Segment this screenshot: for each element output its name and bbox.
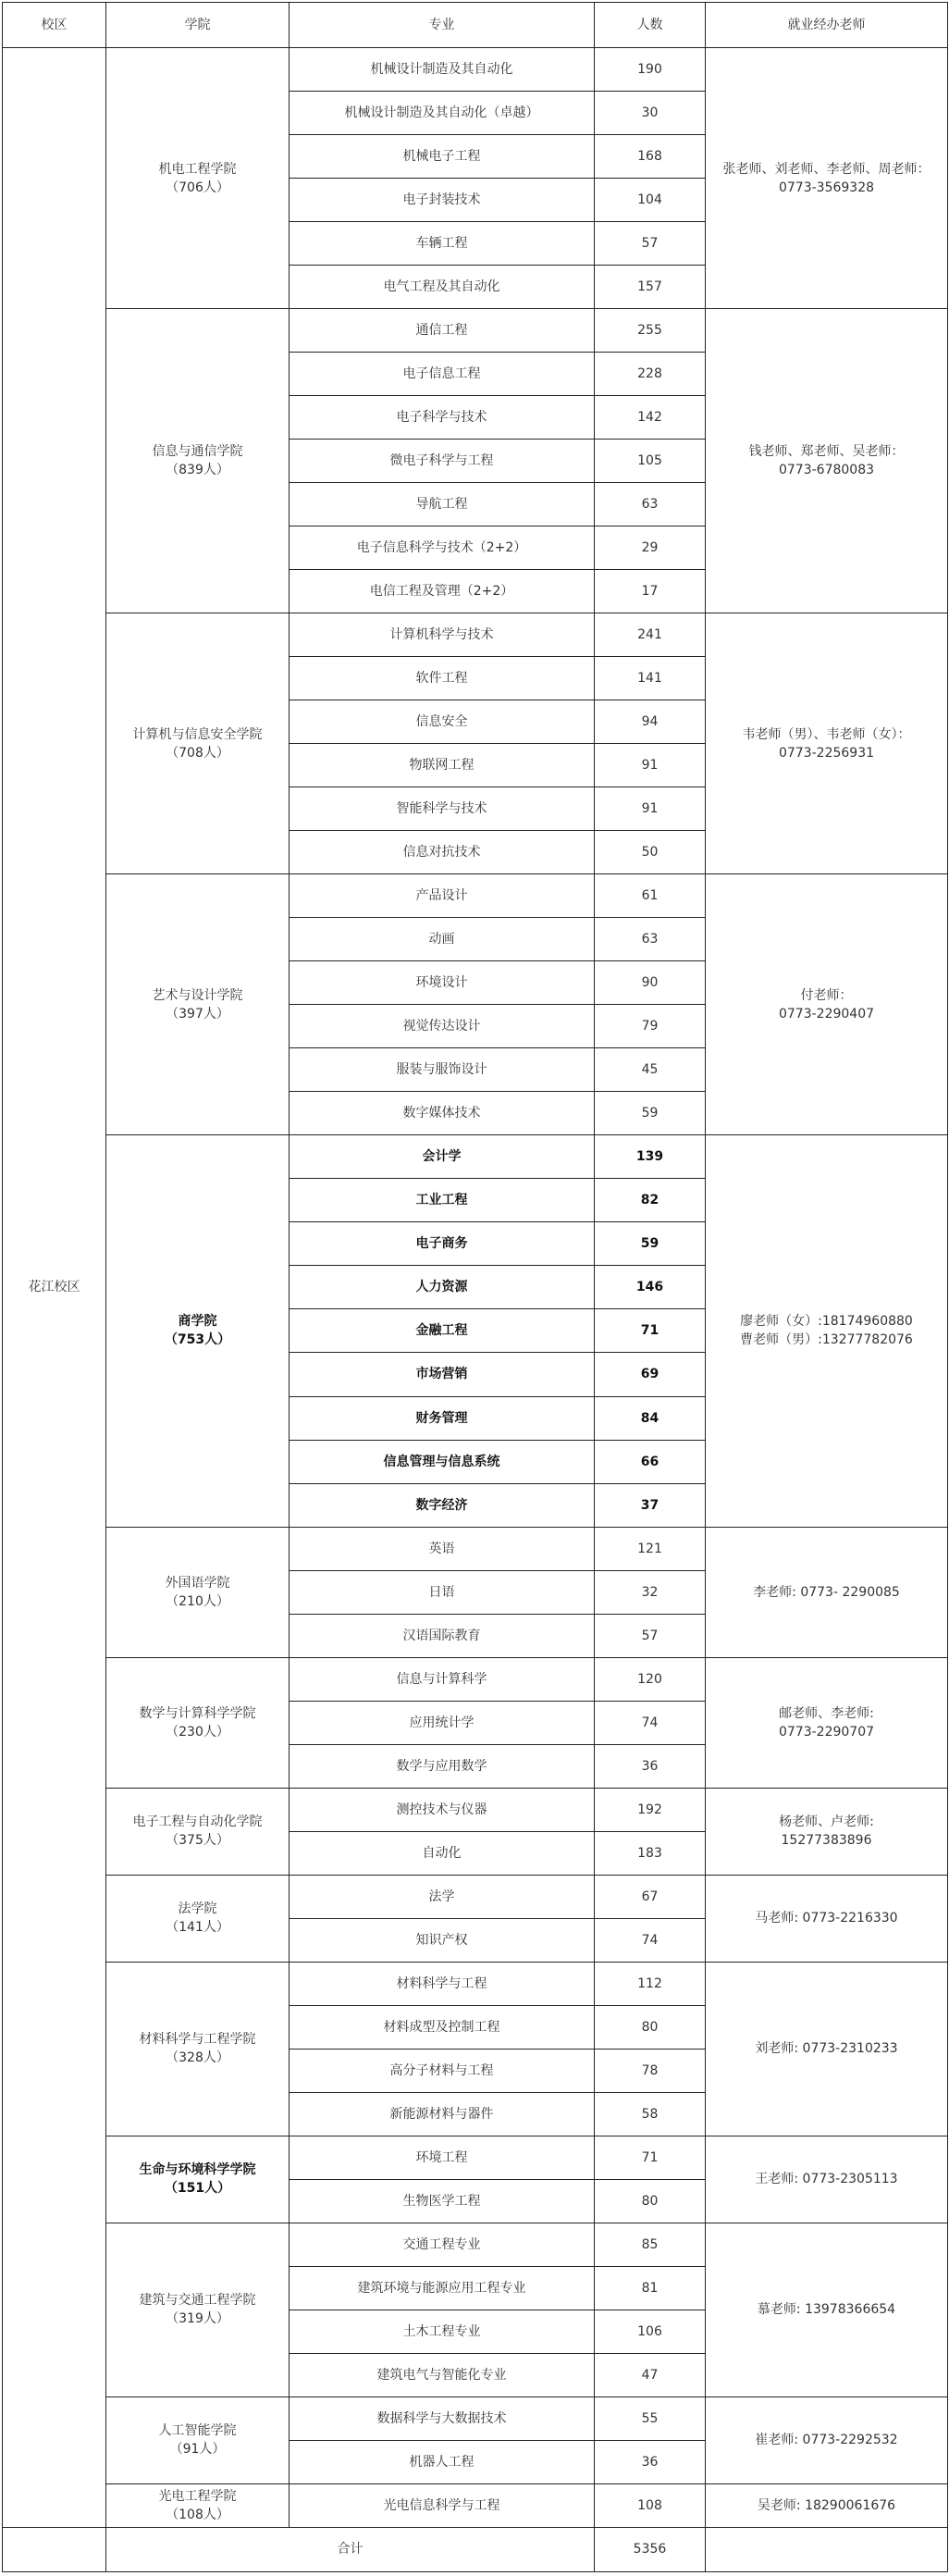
count-cell: 59 (595, 1222, 706, 1266)
count-cell: 81 (595, 2266, 706, 2310)
count-cell: 80 (595, 2179, 706, 2223)
total-empty-cell (706, 2527, 948, 2571)
major-cell: 智能科学与技术 (290, 787, 595, 831)
major-cell: 自动化 (290, 1831, 595, 1875)
major-cell: 电信工程及管理（2+2） (290, 570, 595, 613)
total-label: 合计 (106, 2527, 595, 2571)
major-cell: 新能源材料与器件 (290, 2092, 595, 2136)
header-row (3, 3, 948, 48)
table-row (3, 1657, 948, 1701)
major-cell: 高分子材料与工程 (290, 2049, 595, 2092)
count-cell: 105 (595, 440, 706, 483)
major-cell: 电气工程及其自动化 (290, 266, 595, 309)
major-cell: 服装与服饰设计 (290, 1048, 595, 1092)
major-cell: 建筑环境与能源应用工程专业 (290, 2266, 595, 2310)
campus-cell: 花江校区 (3, 48, 106, 2528)
count-cell: 71 (595, 1309, 706, 1353)
major-cell: 计算机科学与技术 (290, 613, 595, 657)
major-cell: 工业工程 (290, 1179, 595, 1222)
major-cell: 测控技术与仪器 (290, 1788, 595, 1831)
major-cell: 财务管理 (290, 1396, 595, 1440)
count-cell: 17 (595, 570, 706, 613)
count-cell: 55 (595, 2396, 706, 2440)
college-cell: 数学与计算科学学院 （230人） (106, 1657, 290, 1788)
teacher-cell: 邮老师、李老师: 0773-2290707 (706, 1657, 948, 1788)
count-cell: 63 (595, 483, 706, 526)
major-cell: 机械设计制造及其自动化（卓越） (290, 92, 595, 135)
count-cell: 57 (595, 222, 706, 266)
count-cell: 71 (595, 2136, 706, 2179)
major-cell: 信息安全 (290, 700, 595, 744)
count-cell: 139 (595, 1135, 706, 1179)
count-cell: 36 (595, 1744, 706, 1788)
major-cell: 英语 (290, 1527, 595, 1570)
count-cell: 69 (595, 1353, 706, 1396)
count-cell: 85 (595, 2223, 706, 2266)
header-campus: 校区 (3, 3, 106, 48)
count-cell: 57 (595, 1614, 706, 1657)
college-cell: 建筑与交通工程学院 （319人） (106, 2223, 290, 2396)
table-body (3, 3, 948, 2572)
major-cell: 环境设计 (290, 961, 595, 1005)
count-cell: 67 (595, 1875, 706, 1918)
major-cell: 会计学 (290, 1135, 595, 1179)
count-cell: 183 (595, 1831, 706, 1875)
count-cell: 141 (595, 657, 706, 700)
table-row (3, 1135, 948, 1179)
major-cell: 数字媒体技术 (290, 1092, 595, 1135)
major-cell: 软件工程 (290, 657, 595, 700)
count-cell: 74 (595, 1918, 706, 1962)
college-cell: 计算机与信息安全学院 （708人） (106, 613, 290, 874)
count-cell: 32 (595, 1570, 706, 1614)
count-cell: 80 (595, 2005, 706, 2049)
count-cell: 79 (595, 1005, 706, 1048)
major-cell: 机器人工程 (290, 2440, 595, 2483)
college-cell: 生命与环境科学学院 （151人） (106, 2136, 290, 2223)
major-cell: 信息与计算科学 (290, 1657, 595, 1701)
teacher-cell: 张老师、刘老师、李老师、周老师：0773-3569328 (706, 48, 948, 309)
teacher-cell: 钱老师、郑老师、吴老师： 0773-6780083 (706, 309, 948, 613)
major-cell: 电子封装技术 (290, 179, 595, 222)
college-cell: 电子工程与自动化学院 （375人） (106, 1788, 290, 1875)
major-cell: 信息管理与信息系统 (290, 1440, 595, 1483)
teacher-cell: 慕老师: 13978366654 (706, 2223, 948, 2396)
count-cell: 50 (595, 831, 706, 874)
teacher-cell: 韦老师（男）、韦老师（女）： 0773-2256931 (706, 613, 948, 874)
count-cell: 106 (595, 2310, 706, 2353)
major-cell: 通信工程 (290, 309, 595, 353)
major-cell: 电子科学与技术 (290, 396, 595, 440)
header-major: 专业 (290, 3, 595, 48)
count-cell: 192 (595, 1788, 706, 1831)
major-cell: 电子信息工程 (290, 353, 595, 396)
college-cell: 外国语学院 （210人） (106, 1527, 290, 1657)
count-cell: 168 (595, 135, 706, 179)
college-cell: 材料科学与工程学院 （328人） (106, 1962, 290, 2136)
teacher-cell: 吴老师: 18290061676 (706, 2483, 948, 2527)
header-teacher: 就业经办老师 (706, 3, 948, 48)
count-cell: 47 (595, 2353, 706, 2396)
count-cell: 190 (595, 48, 706, 92)
header-college: 学院 (106, 3, 290, 48)
table-row (3, 2483, 948, 2527)
major-cell: 动画 (290, 918, 595, 961)
major-cell: 交通工程专业 (290, 2223, 595, 2266)
count-cell: 30 (595, 92, 706, 135)
table-row (3, 2223, 948, 2266)
major-cell: 电子信息科学与技术（2+2） (290, 526, 595, 570)
major-cell: 物联网工程 (290, 744, 595, 787)
count-cell: 63 (595, 918, 706, 961)
teacher-cell: 付老师： 0773-2290407 (706, 874, 948, 1135)
teacher-cell: 李老师: 0773- 2290085 (706, 1527, 948, 1657)
major-cell: 信息对抗技术 (290, 831, 595, 874)
count-cell: 104 (595, 179, 706, 222)
count-cell: 91 (595, 744, 706, 787)
count-cell: 142 (595, 396, 706, 440)
count-cell: 255 (595, 309, 706, 353)
major-cell: 数字经济 (290, 1483, 595, 1527)
table-row (3, 874, 948, 918)
count-cell: 91 (595, 787, 706, 831)
teacher-cell: 崔老师: 0773-2292532 (706, 2396, 948, 2483)
teacher-cell: 杨老师、卢老师: 15277383896 (706, 1788, 948, 1875)
count-cell: 66 (595, 1440, 706, 1483)
count-cell: 36 (595, 2440, 706, 2483)
table-row (3, 1875, 948, 1918)
major-cell: 环境工程 (290, 2136, 595, 2179)
major-cell: 法学 (290, 1875, 595, 1918)
college-cell: 信息与通信学院 （839人） (106, 309, 290, 613)
major-cell: 机械电子工程 (290, 135, 595, 179)
table-row (3, 1527, 948, 1570)
table-row (3, 48, 948, 92)
teacher-cell: 王老师: 0773-2305113 (706, 2136, 948, 2223)
major-cell: 车辆工程 (290, 222, 595, 266)
major-cell: 产品设计 (290, 874, 595, 918)
count-cell: 37 (595, 1483, 706, 1527)
major-cell: 视觉传达设计 (290, 1005, 595, 1048)
college-cell: 人工智能学院 （91人） (106, 2396, 290, 2483)
major-cell: 生物医学工程 (290, 2179, 595, 2223)
count-cell: 157 (595, 266, 706, 309)
count-cell: 82 (595, 1179, 706, 1222)
major-cell: 材料成型及控制工程 (290, 2005, 595, 2049)
table-row (3, 2396, 948, 2440)
count-cell: 108 (595, 2483, 706, 2527)
count-cell: 58 (595, 2092, 706, 2136)
teacher-cell: 廖老师（女）:18174960880 曹老师（男）:13277782076 (706, 1135, 948, 1527)
college-cell: 法学院 （141人） (106, 1875, 290, 1962)
count-cell: 228 (595, 353, 706, 396)
major-cell: 日语 (290, 1570, 595, 1614)
count-cell: 45 (595, 1048, 706, 1092)
major-cell: 材料科学与工程 (290, 1962, 595, 2005)
total-empty-cell (3, 2527, 106, 2571)
major-cell: 汉语国际教育 (290, 1614, 595, 1657)
major-cell: 电子商务 (290, 1222, 595, 1266)
college-cell: 光电工程学院 （108人） (106, 2483, 290, 2527)
major-cell: 金融工程 (290, 1309, 595, 1353)
major-cell: 土木工程专业 (290, 2310, 595, 2353)
table-row (3, 613, 948, 657)
college-cell: 机电工程学院 （706人） (106, 48, 290, 309)
count-cell: 94 (595, 700, 706, 744)
teacher-cell: 马老师: 0773-2216330 (706, 1875, 948, 1962)
count-cell: 74 (595, 1701, 706, 1744)
major-cell: 数学与应用数学 (290, 1744, 595, 1788)
count-cell: 146 (595, 1266, 706, 1309)
major-cell: 光电信息科学与工程 (290, 2483, 595, 2527)
count-cell: 121 (595, 1527, 706, 1570)
major-cell: 应用统计学 (290, 1701, 595, 1744)
count-cell: 61 (595, 874, 706, 918)
college-cell: 艺术与设计学院 （397人） (106, 874, 290, 1135)
count-cell: 241 (595, 613, 706, 657)
count-cell: 78 (595, 2049, 706, 2092)
major-cell: 数据科学与大数据技术 (290, 2396, 595, 2440)
table-row (3, 1962, 948, 2005)
table-row (3, 309, 948, 353)
table-row (3, 1788, 948, 1831)
major-cell: 微电子科学与工程 (290, 440, 595, 483)
count-cell: 120 (595, 1657, 706, 1701)
major-cell: 市场营销 (290, 1353, 595, 1396)
count-cell: 84 (595, 1396, 706, 1440)
employment-table (2, 2, 948, 2572)
major-cell: 建筑电气与智能化专业 (290, 2353, 595, 2396)
college-cell: 商学院 （753人） (106, 1135, 290, 1527)
major-cell: 机械设计制造及其自动化 (290, 48, 595, 92)
count-cell: 90 (595, 961, 706, 1005)
count-cell: 29 (595, 526, 706, 570)
major-cell: 导航工程 (290, 483, 595, 526)
table-row (3, 2136, 948, 2179)
count-cell: 112 (595, 1962, 706, 2005)
total-count: 5356 (595, 2527, 706, 2571)
header-count: 人数 (595, 3, 706, 48)
teacher-cell: 刘老师: 0773-2310233 (706, 1962, 948, 2136)
total-row (3, 2527, 948, 2571)
major-cell: 知识产权 (290, 1918, 595, 1962)
major-cell: 人力资源 (290, 1266, 595, 1309)
count-cell: 59 (595, 1092, 706, 1135)
